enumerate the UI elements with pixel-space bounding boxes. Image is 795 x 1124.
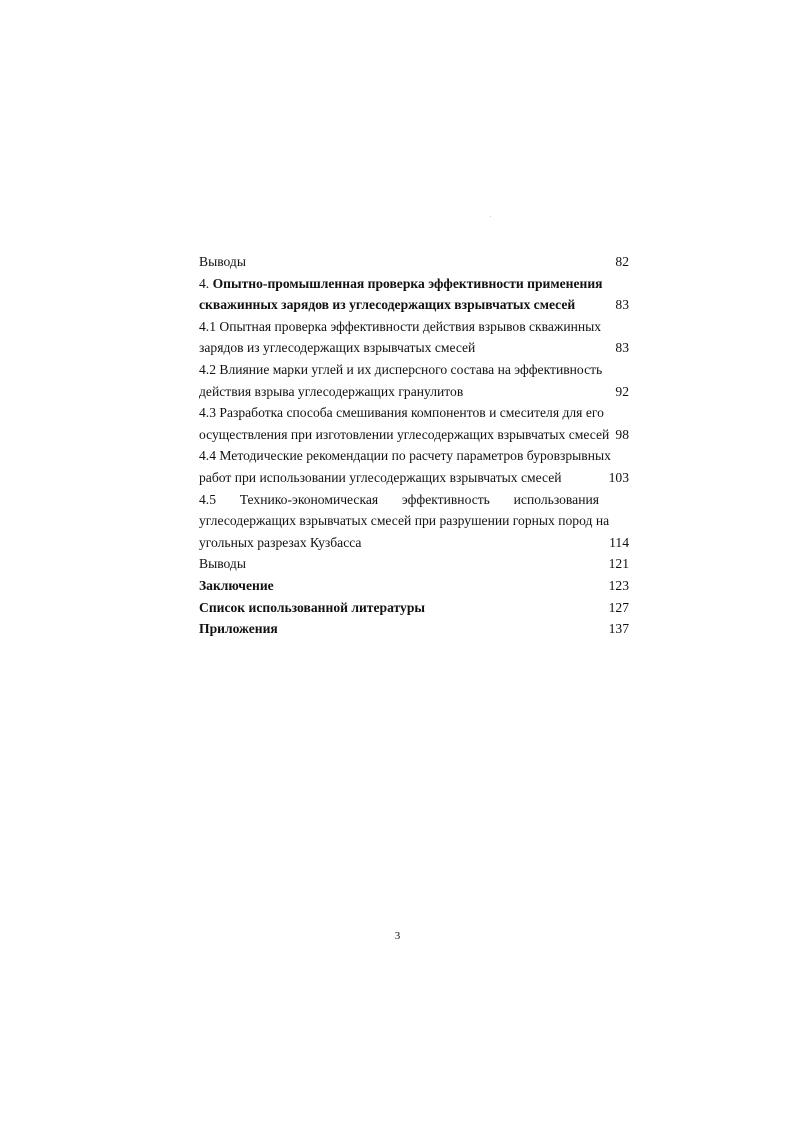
toc-entry-page: 127 (608, 599, 629, 615)
toc-entry-page: 92 (615, 383, 629, 399)
toc-entry-title-line1 (199, 273, 603, 295)
toc-entry-title: Заключение (199, 577, 274, 593)
chapter-title: Опытно-промышленная проверка эффективности применения (212, 275, 603, 291)
toc-entry-page: 123 (608, 577, 629, 593)
toc-entry-title: Список использованной литературы (199, 599, 425, 615)
toc-entry-title: Выводы (199, 254, 246, 269)
toc-entry-appendices (199, 618, 633, 640)
toc-entry-page: 83 (615, 297, 629, 313)
toc-entry-title-line1: 4.1 Опытная проверка эффективности действия взрывов скважинных (199, 318, 602, 334)
toc-entry-title-line2: углесодержащих взрывчатых смесей при разрушении горных пород на (199, 513, 610, 529)
toc-entry-section-4-5 (199, 489, 633, 554)
toc-entry-title: Приложения (199, 621, 278, 637)
toc-entry-title-line2: осуществления при изготовлении углесодержащих взрывчатых смесей (199, 426, 610, 442)
toc-entry-title-line2: действия взрыва углесодержащих гранулитов (199, 383, 464, 399)
toc-entry-section-4-3 (199, 402, 633, 445)
toc-entry-section-4-4 (199, 445, 633, 488)
toc-entry-conclusions-4 (199, 553, 633, 575)
toc-entry-title-line1: 4.4 Методические рекомендации по расчету параметров буровзрывных (199, 448, 611, 464)
toc-entry-title-line1: 4.2 Влияние марки углей и их дисперсного состава на эффективность (199, 361, 603, 377)
toc-entry-title-line1: 4.3 Разработка способа смешивания компонентов и смесителя для его (199, 405, 604, 421)
toc-entry-page: 137 (608, 621, 629, 637)
page-number: 3 (394, 930, 401, 942)
toc-entry-page: 83 (615, 340, 629, 356)
toc-entry-references (199, 597, 633, 619)
toc-entry-title-line1: 4.5 Технико-экономическая эффективность использования (199, 491, 599, 507)
toc-entry-title: Выводы (199, 556, 246, 572)
table-of-contents (199, 251, 633, 640)
toc-entry-page: 103 (608, 469, 629, 485)
toc-entry-conclusion (199, 575, 633, 597)
chapter-number: 4. (199, 275, 210, 291)
toc-entry-section-4-2 (199, 359, 633, 402)
scan-speck (490, 216, 491, 217)
toc-entry-title-line2: зарядов из углесодержащих взрывчатых смесей (199, 340, 476, 356)
toc-entry-page: 98 (615, 426, 629, 442)
toc-entry-page: 82 (615, 254, 629, 269)
toc-entry-title-line3: угольных разрезах Кузбасса (199, 534, 362, 550)
toc-entry-title-line2: скважинных зарядов из углесодержащих взрывчатых смесей (199, 297, 576, 313)
toc-entry-conclusions-3 (199, 251, 633, 273)
toc-entry-chapter-4 (199, 273, 633, 316)
toc-entry-page: 121 (608, 556, 629, 572)
toc-entry-section-4-1 (199, 316, 633, 359)
toc-entry-page: 114 (609, 534, 629, 550)
toc-entry-title-line2: работ при использовании углесодержащих взрывчатых смесей (199, 469, 562, 485)
